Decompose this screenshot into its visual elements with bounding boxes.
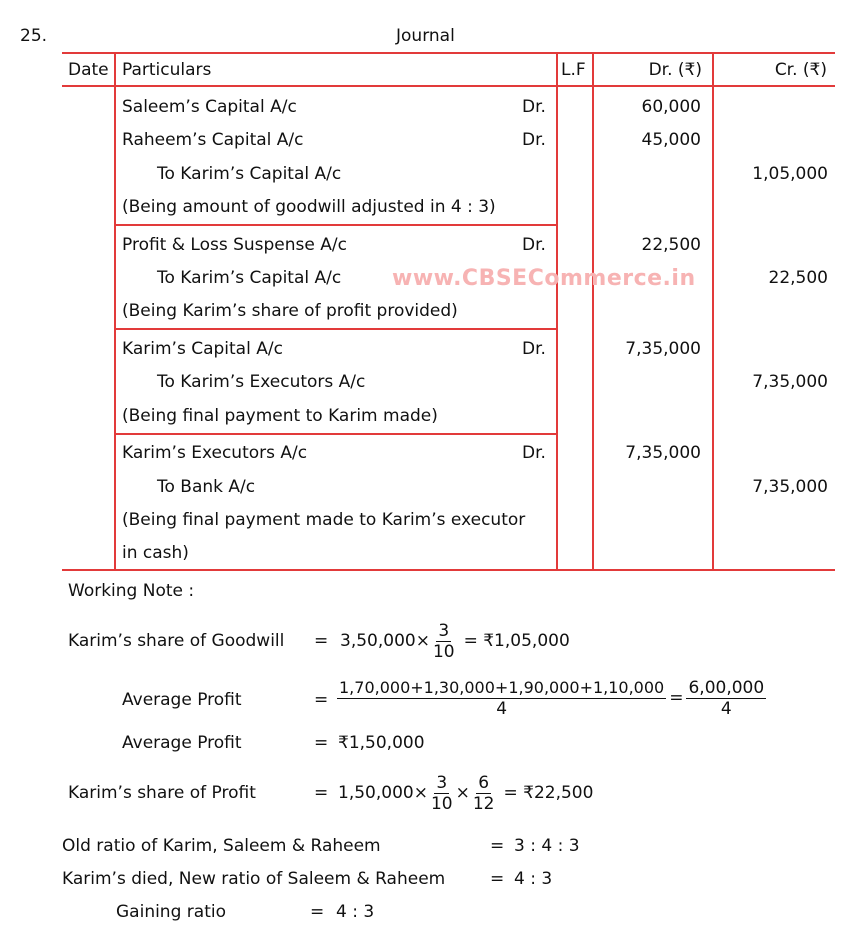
fraction-numerator: 6: [478, 772, 490, 793]
share-profit-fraction: [429, 773, 455, 814]
fraction-denominator: 4: [720, 698, 732, 719]
equals-sign: =: [490, 836, 505, 856]
fraction-numerator: 3: [436, 772, 448, 793]
narration: in cash): [122, 543, 189, 563]
fraction-numerator: 6,00,000: [688, 677, 765, 698]
times-sign: ×: [455, 783, 470, 803]
equals-sign: =: [314, 690, 329, 710]
page-title: Journal: [396, 26, 455, 46]
times-sign: ×: [415, 631, 430, 651]
old-ratio-label: Old ratio of Karim, Saleem & Raheem: [62, 836, 381, 856]
debit-amount: 60,000: [641, 97, 701, 117]
goodwill-base: 3,50,000: [340, 631, 416, 651]
dr-mark: Dr.: [522, 339, 546, 359]
new-ratio-label: Karim’s died, New ratio of Saleem & Raheem: [62, 869, 446, 889]
average-profit-label: Average Profit: [122, 733, 242, 753]
goodwill-formula: [340, 619, 570, 663]
header-particulars: Particulars: [122, 60, 212, 80]
entry-separator: [114, 224, 558, 226]
average-profit-value: ₹1,50,000: [338, 733, 425, 753]
average-profit-formula: [336, 675, 767, 721]
credit-amount: 22,500: [768, 268, 828, 288]
fraction-denominator: 12: [472, 793, 495, 814]
goodwill-fraction: [431, 621, 457, 662]
equals-sign: =: [490, 869, 505, 889]
dr-mark: Dr.: [522, 130, 546, 150]
goodwill-result: = ₹1,05,000: [463, 631, 570, 651]
debit-amount: 7,35,000: [625, 339, 701, 359]
fraction-denominator: 4: [496, 698, 508, 719]
fraction-denominator: 10: [432, 641, 455, 662]
dr-mark: Dr.: [522, 443, 546, 463]
equals-sign: =: [314, 733, 329, 753]
debit-amount: 22,500: [641, 235, 701, 255]
narration: (Being Karim’s share of profit provided): [122, 301, 458, 321]
fraction-numerator: 3: [438, 620, 450, 641]
particulars-line: Raheem’s Capital A/c: [122, 130, 304, 150]
particulars-line: Profit & Loss Suspense A/c: [122, 235, 347, 255]
entry-separator: [114, 433, 558, 435]
header-lf: L.F: [561, 60, 586, 80]
credit-amount: 1,05,000: [752, 164, 828, 184]
average-profit-fraction: [337, 678, 666, 719]
share-profit-label: Karim’s share of Profit: [68, 783, 256, 803]
old-ratio-value: 3 : 4 : 3: [514, 836, 580, 856]
share-profit-formula: [338, 770, 593, 816]
equals-sign: =: [314, 783, 329, 803]
narration: (Being final payment to Karim made): [122, 406, 438, 426]
particulars-line: To Karim’s Executors A/c: [157, 372, 366, 392]
new-ratio-value: 4 : 3: [514, 869, 553, 889]
header-dr: Dr. (₹): [648, 60, 702, 80]
header-cr: Cr. (₹): [774, 60, 827, 80]
goodwill-label: Karim’s share of Goodwill: [68, 631, 285, 651]
col-divider: [114, 52, 116, 571]
average-profit-label: Average Profit: [122, 690, 242, 710]
narration: (Being amount of goodwill adjusted in 4 : 3): [122, 197, 496, 217]
col-divider: [592, 52, 594, 571]
equals-sign: =: [669, 688, 684, 708]
particulars-line: To Karim’s Capital A/c: [157, 164, 342, 184]
dr-mark: Dr.: [522, 97, 546, 117]
particulars-line: Karim’s Executors A/c: [122, 443, 308, 463]
equals-sign: =: [314, 631, 329, 651]
average-profit-fraction-2: [686, 678, 766, 719]
debit-amount: 7,35,000: [625, 443, 701, 463]
fraction-denominator: 10: [430, 793, 453, 814]
particulars-line: To Karim’s Capital A/c: [157, 268, 342, 288]
header-date: Date: [68, 60, 109, 80]
credit-amount: 7,35,000: [752, 477, 828, 497]
col-divider: [556, 52, 558, 571]
equals-sign: =: [310, 902, 325, 922]
table-header-rule: [62, 85, 835, 87]
question-number: 25.: [20, 26, 48, 46]
particulars-line: Saleem’s Capital A/c: [122, 97, 297, 117]
table-bottom-rule: [62, 569, 835, 571]
share-profit-fraction-2: [471, 773, 497, 814]
credit-amount: 7,35,000: [752, 372, 828, 392]
col-divider: [712, 52, 714, 571]
gaining-ratio-label: Gaining ratio: [116, 902, 226, 922]
share-profit-result: = ₹22,500: [503, 783, 594, 803]
entry-separator: [114, 328, 558, 330]
gaining-ratio-value: 4 : 3: [336, 902, 375, 922]
watermark: www.CBSECommerce.in: [392, 266, 696, 291]
share-profit-base: 1,50,000: [338, 783, 414, 803]
table-top-rule: [62, 52, 835, 54]
times-sign: ×: [413, 783, 428, 803]
particulars-line: To Bank A/c: [157, 477, 256, 497]
fraction-numerator: 1,70,000+1,30,000+1,90,000+1,10,000: [339, 677, 665, 697]
working-note-heading: Working Note :: [68, 581, 195, 601]
narration: (Being final payment made to Karim’s executor: [122, 510, 526, 530]
dr-mark: Dr.: [522, 235, 546, 255]
particulars-line: Karim’s Capital A/c: [122, 339, 283, 359]
debit-amount: 45,000: [641, 130, 701, 150]
